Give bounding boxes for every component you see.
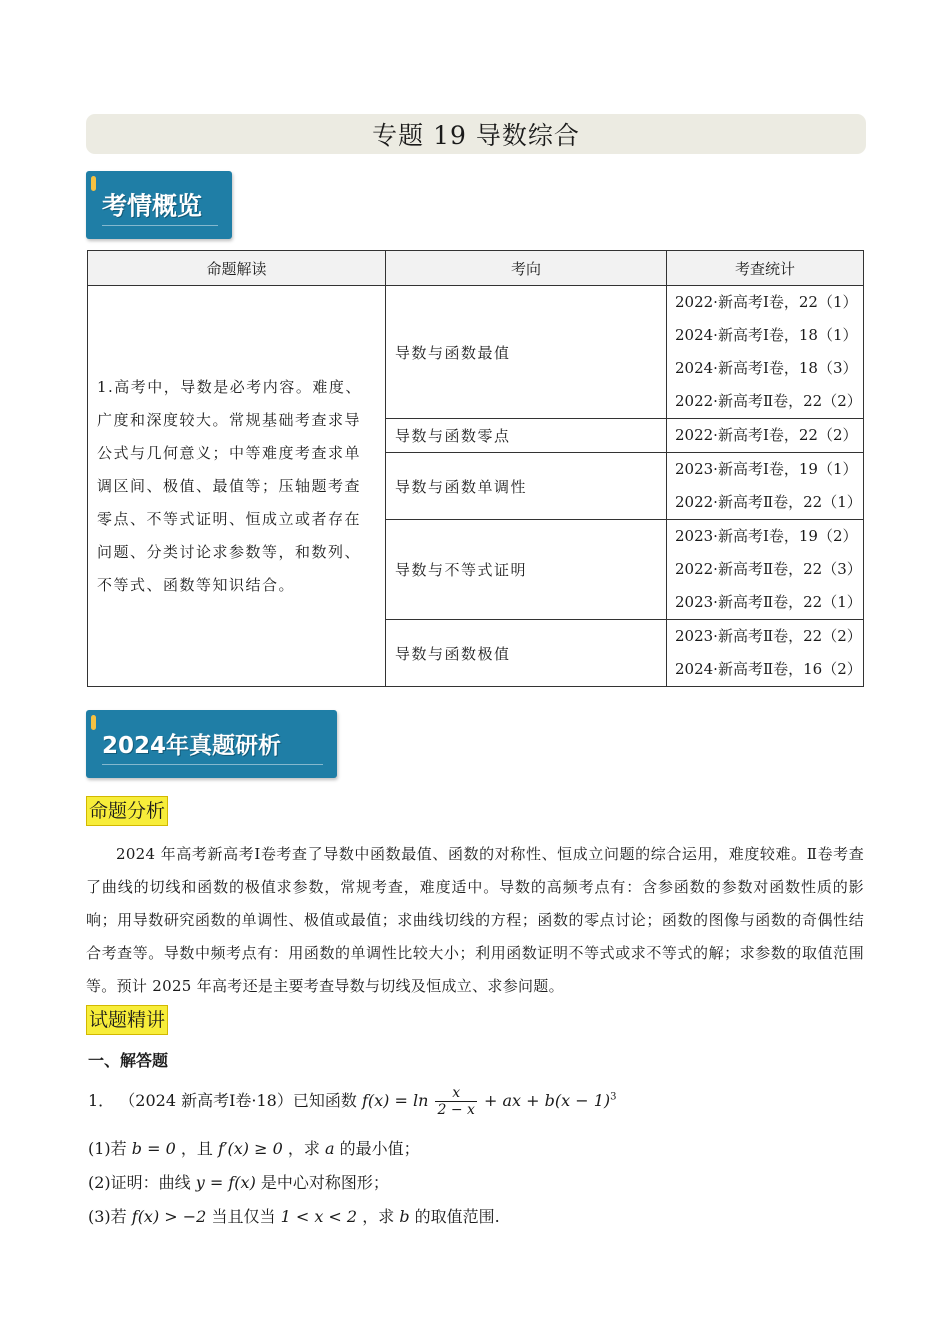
stat-item: 2022·新高考Ⅰ卷，22（2） [675,426,858,444]
question-1 [88,1136,420,1159]
direction-cell: 导数与函数单调性 [386,453,667,520]
stat-item: 2024·新高考Ⅰ卷，18（3） [675,359,858,377]
stat-item: 2022·新高考Ⅱ卷，22（2） [675,392,862,410]
q3-range: 1 < x < 2 [280,1207,358,1226]
q1-variable: a [325,1139,335,1158]
table-row [88,286,864,419]
badge-label: 2024年真题研析 [102,732,282,759]
q1-condition-b: b = 0 [131,1139,176,1158]
q2-equation: y = f(x) [195,1173,256,1192]
stats-cell [667,520,864,620]
stats-cell [667,419,864,453]
question-2 [88,1170,389,1193]
q3-suffix: 的取值范围. [414,1207,500,1226]
header-statistics: 考查统计 [667,251,864,286]
fraction-denominator: 2 − x [437,1102,475,1118]
question-3 [88,1204,500,1227]
header-direction: 考向 [386,251,667,286]
overview-table [87,250,864,687]
tag-practice: 试题精讲 [86,1005,168,1035]
stat-item: 2023·新高考Ⅰ卷，19（2） [675,527,858,545]
tag-analysis: 命题分析 [86,796,168,826]
stat-item: 2024·新高考Ⅰ卷，18（1） [675,326,858,344]
q2-prefix: (2)证明：曲线 [88,1173,191,1192]
stat-item: 2023·新高考Ⅱ卷，22（1） [675,593,862,611]
q1-condition-derivative: f′(x) ≥ 0 [217,1139,283,1158]
direction-cell: 导数与函数最值 [386,286,667,419]
section-badge-2024 [86,710,337,778]
q3-prefix: (3)若 [88,1207,127,1226]
analysis-paragraph: 2024 年高考新高考Ⅰ卷考查了导数中函数最值、函数的对称性、恒成立问题的综合运用，难度较难。Ⅱ卷考查了曲线的切线和函数的极值求参数，常规考查，难度适中。导数的高频考点有：含参函数的参数对函数性质的影响；用导数研究函数的单调性、极值或最值；求曲线切线的方程；函数的零点讨论；函数的图像与函数的奇偶性结合考查等。导数中频考点有：用函数的单调性比较大小；利用函数证明不等式或求不等式的解；求参数的取值范围等。预计 2025 年高考还是主要考查导数与切线及恒成立、求参问题。 [86,845,864,995]
direction-cell: 导数与函数零点 [386,419,667,453]
q3-mid: 当且仅当 [211,1207,276,1226]
badge-accent-dot [91,715,96,730]
stat-item: 2023·新高考Ⅱ卷，22（2） [675,627,862,645]
fraction [435,1085,476,1118]
section-heading-answer: 一、解答题 [88,1051,169,1070]
stat-item: 2022·新高考Ⅱ卷，22（3） [675,560,862,578]
function-exponent: 3 [610,1091,617,1103]
q1-prefix: (1)若 [88,1139,127,1158]
stat-item: 2024·新高考Ⅱ卷，16（2） [675,660,862,678]
stat-item: 2022·新高考Ⅰ卷，22（1） [675,293,858,311]
function-lhs: f(x) = ln [361,1091,429,1110]
q1-suffix: 的最小值； [339,1139,420,1158]
problem-source: （2024 新高考Ⅰ卷·18）已知函数 [119,1091,357,1110]
stat-item: 2023·新高考Ⅰ卷，19（1） [675,460,858,478]
q1-mid: ，且 [180,1139,213,1158]
q2-suffix: 是中心对称图形； [260,1173,389,1192]
stats-cell [667,453,864,520]
problem-number: 1． [88,1091,115,1110]
table-header-row [88,251,864,286]
problem-statement [88,1085,617,1118]
stats-cell [667,286,864,419]
header-interpretation: 命题解读 [88,251,386,286]
interpretation-cell: 1.高考中，导数是必考内容。难度、广度和深度较大。常规基础考查求导公式与几何意义；中等难度考查求单调区间、极值、最值等；压轴题考查零点、不等式证明、恒成立或者存在问题、分类讨论求参数等，和数列、不等式、函数等知识结合。 [88,286,386,687]
q3-mid2: ，求 [362,1207,395,1226]
direction-cell: 导数与函数极值 [386,620,667,687]
page-title: 专题 19 导数综合 [372,121,580,150]
q1-mid2: ，求 [287,1139,320,1158]
badge-underline [102,764,323,765]
badge-accent-dot [91,176,96,191]
q3-variable: b [399,1207,410,1226]
badge-label: 考情概览 [102,191,203,221]
stat-item: 2022·新高考Ⅱ卷，22（1） [675,493,862,511]
q3-condition: f(x) > −2 [131,1207,207,1226]
fraction-numerator: x [452,1085,461,1101]
page-title-bar [86,114,866,154]
badge-underline [102,225,218,226]
function-rhs: + ax + b(x − 1) [484,1091,611,1110]
direction-cell: 导数与不等式证明 [386,520,667,620]
stats-cell [667,620,864,687]
section-badge-overview [86,171,232,239]
